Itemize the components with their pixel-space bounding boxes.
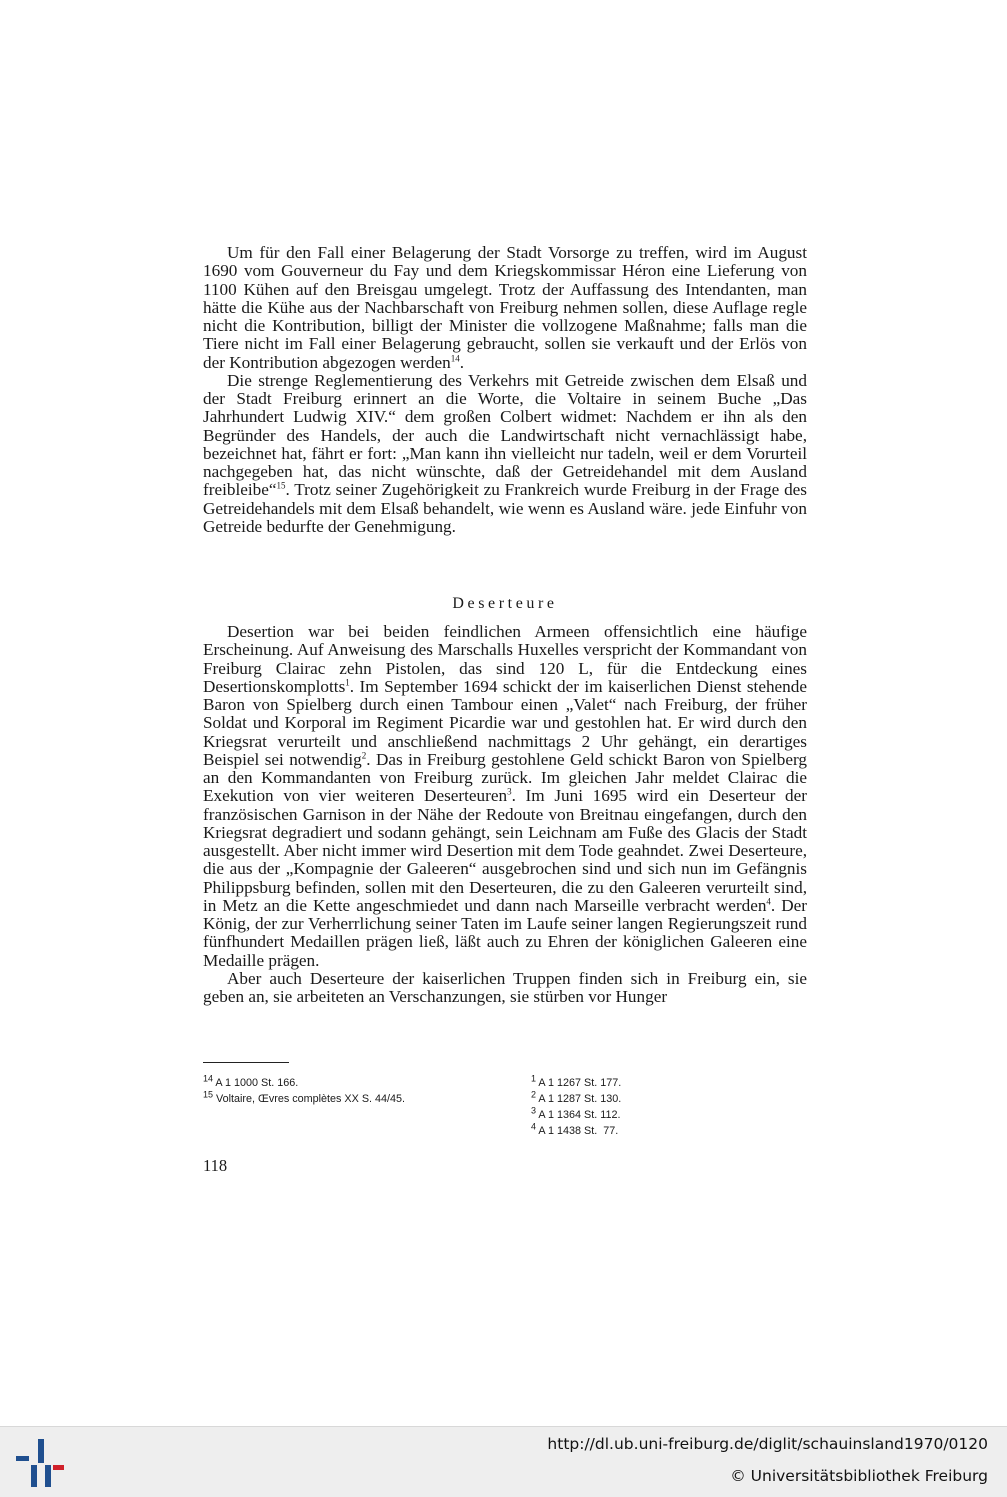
- text-block-bottom: [203, 623, 807, 1006]
- paragraph-text: . Der König, der zur Verherrlichung seiner Taten im Laufe seiner langen Regierungszeit rund fünfhundert Medaillen prägen ließ, läßt auch zu Ehren der königlichen Galeeren eine Medaille prägen.: [203, 895, 807, 970]
- text-block-top: [203, 244, 807, 536]
- footnote-ref: 4: [766, 896, 771, 907]
- footnote-text: A 1 1267 St. 177.: [538, 1077, 622, 1089]
- footnote-ref: 14: [450, 352, 460, 363]
- ub-freiburg-logo-icon[interactable]: [12, 1435, 66, 1489]
- paragraph-text: . Im Juni 1695 wird ein Deserteur der französischen Garnison in der Nähe der Redoute von Breitnau eingefangen, durch den Kriegsrat degradiert und sodann gehängt, sein Leichnam am Fuße des Glacis der Stadt ausgestellt. Aber nicht immer wird Desertion mit dem Tode geahndet. Zwei Deserteure, die aus der „Kompagnie der Galeeren“ ausgebrochen sind und sich nun im Gefängnis Philippsburg befinden, sollen mit den Deserteuren, die zu den Galeeren verurteilt sind, in Metz an die Kette angeschmiedet und dann nach Marseille verbracht werden: [203, 786, 807, 915]
- footnotes-right: [531, 1075, 731, 1139]
- copyright-notice: © Universitätsbibliothek Freiburg: [730, 1467, 988, 1485]
- paragraph-text: Desertion war bei beiden feindlichen Armeen offensichtlich eine häufige Erscheinung. Auf Anweisung des Marschalls Huxelles verspricht der Kommandant von Freiburg Clairac zehn Pistolen, das sind 120 L, für die Entdeckung eines Desertionskomplotts: [203, 622, 807, 696]
- footnote-ref: 3: [507, 786, 512, 797]
- paragraph-text: . Das in Freiburg gestohlene Geld schickt Baron von Spielberg an den Kommandanten von Freiburg zurück. Im gleichen Jahr meldet Clairac die Exekution von vier weiteren Deserteuren: [203, 749, 807, 806]
- footnote-number: 2: [531, 1089, 537, 1100]
- footnote-number: 15: [203, 1089, 214, 1100]
- footnote-ref: 15: [276, 480, 286, 491]
- section-heading: Deserteure: [452, 595, 558, 612]
- footnote-text: A 1 1438 St. 77.: [538, 1125, 619, 1137]
- footnote-text: A 1 1364 St. 112.: [538, 1109, 621, 1121]
- paragraph-text: . Trotz seiner Zugehörigkeit zu Frankreich wurde Freiburg in der Frage des Getreidehandels mit dem Elsaß behandelt, wie wenn es Ausland wäre. jede Einfuhr von Getreide bedurfte der Genehmigung.: [203, 480, 807, 536]
- footnote: [531, 1091, 731, 1107]
- footnote-ref: 2: [361, 750, 367, 761]
- footnote-number: 14: [203, 1073, 214, 1084]
- footnote: [203, 1075, 513, 1091]
- paragraph: [203, 970, 807, 1007]
- paragraph-text: Aber auch Deserteure der kaiserlichen Truppen finden sich in Freiburg ein, sie geben an, sie arbeiteten an Verschanzungen, sie stürben vor Hunger: [203, 968, 807, 1006]
- footnote-text: A 1 1287 St. 130.: [538, 1093, 622, 1105]
- footnote: [203, 1091, 513, 1107]
- footnote: [531, 1075, 731, 1091]
- footnote-divider: [203, 1062, 289, 1063]
- footnote-ref: 1: [345, 677, 350, 688]
- footnote-number: 4: [531, 1121, 537, 1132]
- permalink-url[interactable]: http://dl.ub.uni-freiburg.de/diglit/schauinsland1970/0120: [547, 1435, 988, 1453]
- paragraph: Um für den Fall einer Belagerung der Stadt Vorsorge zu treffen, wird im August 1690 vom Gouverneur du Fay und dem Kriegskommissar Héron eine Lieferung von 1100 Kühen auf den Breisgau umgelegt. Trotz der Auffassung des Intendanten, man hätte die Kühe aus der Nachbarschaft von Freiburg nehmen sollen, diese Auflage regle nicht die Kontribution, billigt der Minister die vollzogene Maßnahme; falls man die Tiere nicht im Fall einer Belagerung gebraucht, sollen sie verkauft und der Erlös von der Kontribution abgezogen werden$^{14}$.: [203, 243, 807, 372]
- paragraph: [203, 372, 807, 536]
- footnote-text: A 1 1000 St. 166.: [215, 1077, 299, 1089]
- paragraph-text: Um für den Fall einer Belagerung der Stadt Vorsorge zu treffen, wird im August 1690 vom Gouverneur du Fay und dem Kriegskommissar Héron eine Lieferung von 1100 Kühen auf den Breisgau umgelegt. Trotz der Auffassung des Intendanten, man hätte die Kühe aus der Nachbarschaft von Freiburg nehmen sollen, diese Auflage regle nicht die Kontribution, billigt der Minister die vollzogene Maßnahme; falls man die Tiere nicht im Fall einer Belagerung gebraucht, sollen sie verkauft und der Erlös von der Kontribution abgezogen werden: [203, 243, 807, 372]
- footnote: [531, 1107, 731, 1123]
- footnote-text: Voltaire, Œvres complètes XX S. 44/45.: [216, 1093, 406, 1105]
- paragraph: [203, 623, 807, 970]
- paragraph-text: . Im September 1694 schickt der im kaiserlichen Dienst stehende Baron von Spielberg durch einen Tambour einen „Valet“ nach Freiburg, der früher Soldat und Korporal im Regiment Picardie war und gestohlen hat. Er wird durch den Kriegsrat verurteilt und anschließend nachmittags 2 Uhr gehängt, ein derartiges Beispiel sei notwendig: [203, 676, 807, 769]
- footer-bar: [0, 1426, 1007, 1497]
- page-number: 118: [203, 1156, 228, 1175]
- footnote: [531, 1123, 731, 1139]
- footnotes-left: [203, 1075, 513, 1107]
- paragraph-text: Die strenge Reglementierung des Verkehrs mit Getreide zwischen dem Elsaß und der Stadt Freiburg erinnert an die Worte, die Voltaire in seinem Buche „Das Jahrhundert Ludwig XIV.“ dem großen Colbert widmet: Nachdem er ihn als den Begründer des Handels, der auch die Landwirtschaft nicht vernachlässigt habe, bezeichnet hat, fährt er fort: „Man kann ihn vielleicht nur tadeln, weil er dem Vorurteil nachgegeben hat, das nicht wünschte, daß der Getreidehandel mit dem Ausland freibleibe“: [203, 370, 807, 500]
- footnote-number: 3: [531, 1105, 537, 1116]
- footnote-number: 1: [531, 1073, 537, 1084]
